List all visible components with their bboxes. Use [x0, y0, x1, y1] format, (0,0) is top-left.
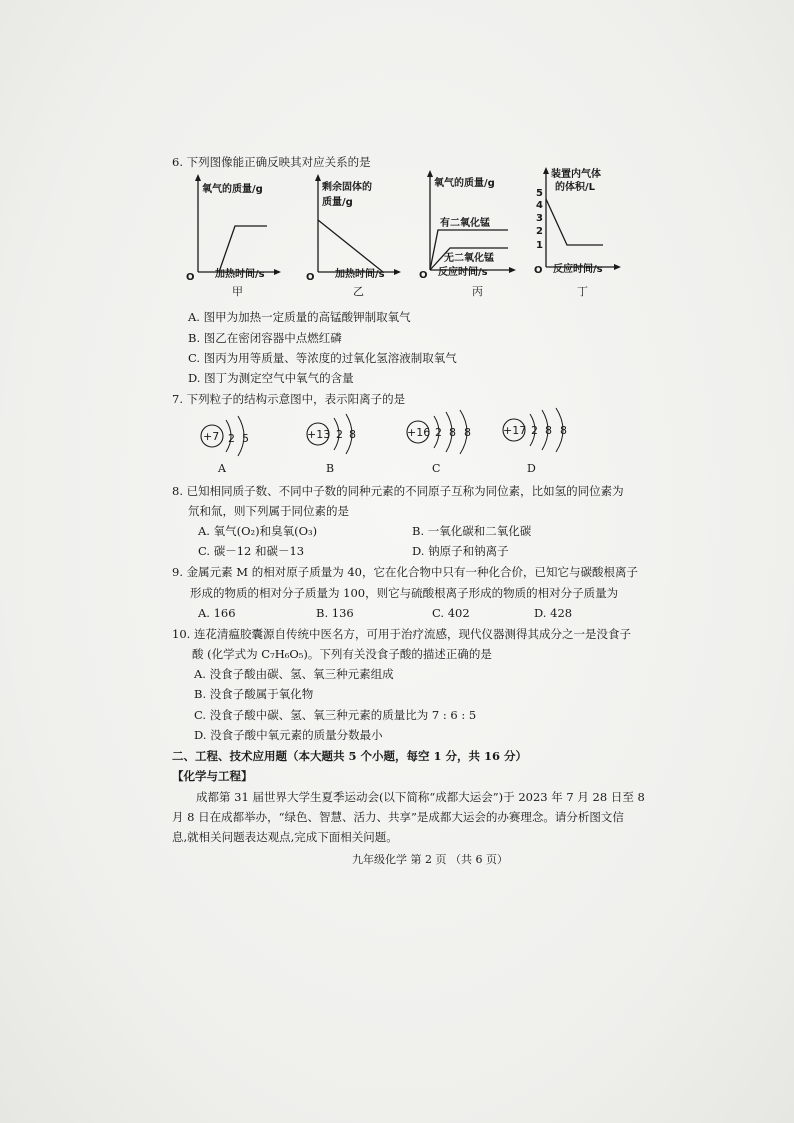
q6-stem: 6. 下列图像能正确反映其对应关系的是 — [172, 155, 371, 169]
q10-stem-line1: 10. 连花清瘟胶囊源自传统中医名方，可用于治疗流感，现代仪器测得其成分之一是没食子 — [172, 627, 631, 641]
q6-option-d: D. 图丁为测定空气中氧气的含量 — [188, 371, 354, 385]
q6-option-c: C. 图丙为用等质量、等浓度的过氧化氢溶液制取氧气 — [188, 351, 457, 365]
atom-d-shell-2: 8 — [545, 424, 552, 437]
graph-bing-xlabel: 反应时间/s — [438, 267, 488, 278]
atom-b — [302, 410, 382, 460]
graph-ding-tick-1: 1 — [536, 240, 543, 251]
graph-ding-tick-2: 2 — [536, 226, 543, 237]
graph-yi-ylabel1: 剩余固体的 — [322, 182, 372, 193]
q8-option-c: C. 碳－12 和碳－13 — [198, 544, 305, 558]
q8-option-b: B. 一氧化碳和二氧化碳 — [412, 524, 532, 538]
atom-c-shell-1: 2 — [435, 426, 442, 439]
q8-stem-line1: 8. 已知相同质子数、不同中子数的同种元素的不同原子互称为同位素，比如氢的同位素为 — [172, 484, 624, 498]
graph-ding-caption: 丁 — [577, 285, 588, 298]
q7-stem: 7. 下列粒子的结构示意图中，表示阳离子的是 — [172, 392, 406, 406]
atom-d-shell-1: 2 — [531, 424, 538, 437]
section2-title: 二、工程、技术应用题（本大题共 5 个小题，每空 1 分，共 16 分） — [172, 749, 528, 763]
q8-stem-line2: 氘和氚，则下列属于同位素的是 — [188, 504, 349, 518]
graph-jia-origin: O — [186, 272, 195, 282]
atom-a-shell-2: 5 — [242, 432, 249, 445]
atom-b-label: B — [326, 462, 335, 475]
atom-d-label: D — [527, 462, 536, 475]
atom-b-shell-1: 2 — [336, 428, 343, 441]
graph-ding-ylabel2: 的体积/L — [555, 182, 596, 193]
atom-a-nucleus: +7 — [203, 430, 220, 443]
q9-option-b: B. 136 — [316, 606, 354, 620]
atom-a-label: A — [218, 462, 226, 475]
graph-ding-tick-4: 4 — [536, 200, 543, 211]
graph-ding — [533, 165, 623, 277]
section2-para-line1: 成都第 31 届世界大学生夏季运动会(以下简称“成都大运会”)于 2023 年 7 月 28 日至 8 — [196, 790, 645, 804]
q8-option-a: A. 氧气(O₂)和臭氧(O₃) — [198, 524, 318, 538]
q10-option-a: A. 没食子酸由碳、氢、氧三种元素组成 — [194, 667, 394, 681]
q9-option-d: D. 428 — [534, 606, 573, 620]
graph-bing-curve2: 无二氧化锰 — [444, 253, 494, 264]
atom-c-nucleus: +16 — [407, 426, 431, 439]
graph-bing-ylabel: 氧气的质量/g — [434, 178, 495, 189]
atom-c-shell-2: 8 — [449, 426, 456, 439]
atom-b-nucleus: +13 — [307, 428, 331, 441]
q6-option-a: A. 图甲为加热一定质量的高锰酸钾制取氧气 — [188, 310, 411, 324]
graph-yi-origin: O — [306, 272, 315, 282]
graph-jia — [183, 172, 283, 282]
graph-jia-ylabel: 氧气的质量/g — [202, 184, 263, 195]
q9-option-c: C. 402 — [432, 606, 470, 620]
graph-bing-origin: O — [419, 270, 428, 280]
graph-bing-curve1: 有二氧化锰 — [440, 218, 490, 229]
atom-b-shell-2: 8 — [349, 428, 356, 441]
section2-para-line3: 息,就相关问题表达观点,完成下面相关问题。 — [172, 830, 398, 844]
graph-yi-caption: 乙 — [353, 285, 364, 298]
page-footer: 九年级化学 第 2 页 （共 6 页） — [352, 853, 508, 866]
q6-option-b: B. 图乙在密闭容器中点燃红磷 — [188, 331, 342, 345]
q9-option-a: A. 166 — [198, 606, 236, 620]
atom-d-shell-3: 8 — [560, 424, 567, 437]
atom-c — [404, 408, 494, 458]
q9-stem-line1: 9. 金属元素 M 的相对原子质量为 40，它在化合物中只有一种化合价，已知它与碳酸根离子 — [172, 565, 638, 579]
atom-d — [500, 406, 590, 456]
graph-ding-xlabel: 反应时间/s — [553, 264, 603, 275]
q9-stem-line2: 形成的物质的相对分子质量为 100，则它与硫酸根离子形成的物质的相对分子质量为 — [190, 586, 619, 600]
atom-d-nucleus: +17 — [503, 424, 527, 437]
graph-yi-xlabel: 加热时间/s — [335, 269, 385, 280]
atom-a-shell-1: 2 — [228, 432, 235, 445]
graph-ding-ylabel1: 装置内气体 — [551, 169, 601, 180]
graph-bing — [418, 168, 518, 280]
atom-a — [196, 412, 276, 462]
graph-jia-xlabel: 加热时间/s — [215, 269, 265, 280]
atom-c-shell-3: 8 — [464, 426, 471, 439]
q8-option-d: D. 钠原子和钠离子 — [412, 544, 509, 558]
q10-stem-line2: 酸 (化学式为 C₇H₆O₅)。下列有关没食子酸的描述正确的是 — [192, 647, 492, 661]
q10-option-b: B. 没食子酸属于氧化物 — [194, 687, 314, 701]
section2-para-line2: 月 8 日在成都举办，“绿色、智慧、活力、共享”是成都大运会的办赛理念。请分析图文信 — [172, 810, 624, 824]
graph-ding-tick-3: 3 — [536, 213, 543, 224]
atom-c-label: C — [432, 462, 441, 475]
q10-option-d: D. 没食子酸中氧元素的质量分数最小 — [194, 728, 383, 742]
section2-subtitle: 【化学与工程】 — [172, 769, 253, 783]
q10-option-c: C. 没食子酸中碳、氢、氧三种元素的质量比为 7 : 6 : 5 — [194, 708, 477, 722]
graph-jia-caption: 甲 — [232, 285, 243, 298]
graph-ding-origin: O — [534, 265, 543, 276]
graph-ding-tick-5: 5 — [536, 188, 543, 199]
graph-yi-ylabel2: 质量/g — [322, 197, 353, 208]
graph-bing-caption: 丙 — [472, 285, 483, 298]
graph-yi — [303, 172, 403, 282]
